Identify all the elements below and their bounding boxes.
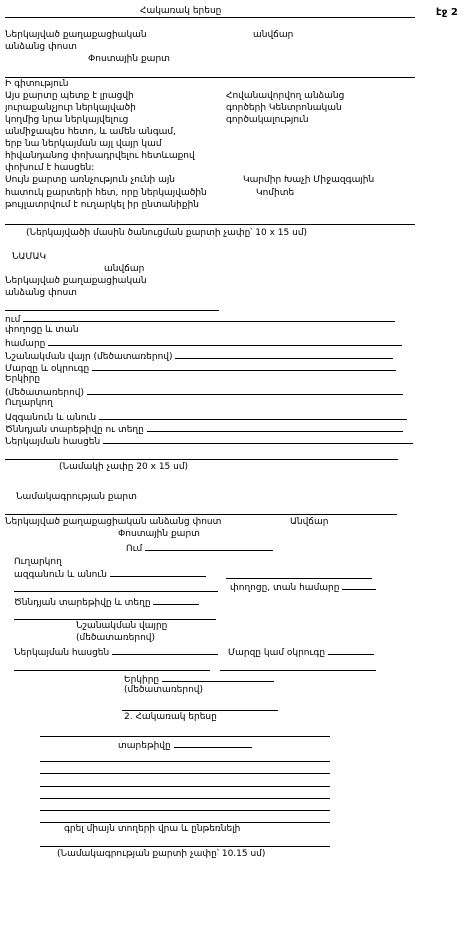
instruction-text: գրել միայն տողերի վրա և ընթեռնելի — [64, 824, 241, 834]
postcard-size-note: (Նամակագրության քարտի չափը՝ 10.15 սմ) — [57, 849, 266, 859]
rule — [220, 670, 376, 671]
rule — [122, 710, 278, 711]
page-number: էջ 2 — [436, 7, 458, 18]
field-destination: Նշանակման վայրը — [76, 621, 168, 631]
committee-label: Կարմիր Խաչի Միջազգային — [243, 175, 375, 185]
field-country: Երկիրը — [124, 673, 274, 685]
free-label: Անվճար — [290, 517, 329, 527]
back-side-label: 2. Հակառակ երեսը — [124, 712, 217, 722]
rule — [14, 670, 210, 671]
agency-line: գործակալություն — [226, 115, 309, 125]
field-name: Ազգանուն և անուն — [5, 411, 407, 423]
rule — [5, 459, 398, 460]
attention-line: փոխում է հասցեն: — [5, 163, 95, 173]
free-label: անվճար — [253, 30, 294, 40]
write-line — [40, 761, 330, 762]
rule — [5, 310, 219, 311]
back-side-title: Հակառակ երեսը — [140, 6, 222, 16]
write-line — [40, 822, 330, 823]
field-birth: Ծննդյան տարեթիվը և տեղը — [14, 596, 199, 608]
sender-label: Ներկայված քաղաքացիական անձանց փոստ — [5, 517, 222, 527]
field-region: Մարզը կամ օկրուգը — [228, 646, 374, 658]
rule — [5, 514, 397, 515]
rule — [14, 591, 218, 592]
agency-line: գործերի Կենտրոնական — [226, 103, 342, 113]
write-line — [40, 798, 330, 799]
field-region: Մարզը և օկրուգը — [5, 362, 396, 374]
field-to: Ում — [126, 542, 273, 554]
attention-line: երբ նա ներկայման այլ վայր կամ — [5, 139, 162, 149]
attention-line: կողմից նրա ներկայվելուց — [5, 115, 129, 125]
letter-heading: ՆԱՄԱԿ — [12, 252, 47, 262]
sender-label: Ներկայված քաղաքացիական — [5, 276, 147, 286]
rule — [14, 619, 216, 620]
field-birth: Ծննդյան տարեթիվը ու տեղը — [5, 423, 403, 435]
attention-heading: Ի գիտություն — [5, 79, 69, 89]
postcard-heading: Նամակագրության քարտ — [16, 492, 137, 502]
attention-line: հիվանդանոց փոխադրվելու հետևաքով — [5, 151, 195, 161]
field-name: ազգանուն և անուն — [14, 568, 206, 580]
write-line — [40, 773, 330, 774]
postcard-label: Փոստային քարտ — [88, 54, 170, 64]
rule — [40, 736, 330, 737]
write-line — [40, 846, 330, 847]
agency-line: Հովանավորվող անձանց — [226, 91, 345, 101]
field-sender: Ուղարկող — [14, 557, 62, 567]
field-sender: Ուղարկող — [5, 398, 53, 408]
field-address: Ներկայման հասցեն — [5, 435, 413, 447]
rule — [5, 17, 415, 18]
rule — [5, 224, 415, 225]
postcard-label: Փոստային քարտ — [118, 529, 200, 539]
field-destination: Նշանակման վայր (մեծատառերով) — [5, 350, 393, 362]
letter-size-note: (Նամակի չափը 20 x 15 սմ) — [59, 462, 189, 472]
attention-line: հատուկ քարտերի հետ, որը ներկայվածին — [5, 188, 207, 198]
field-caps: (մեծատառերով) — [124, 685, 203, 695]
notice-label: անձանց փոստ — [5, 42, 77, 52]
field-date: տարեթիվը — [118, 739, 252, 751]
field-house: համարը — [5, 337, 402, 349]
write-line — [40, 810, 330, 811]
rule — [5, 77, 415, 78]
field-caps: (մեծատառերով) — [5, 386, 403, 398]
attention-line: յուրաքանչյուր ներկայվածի — [5, 103, 136, 113]
attention-line: Այս քարտը պետք է լրացվի — [5, 91, 134, 101]
free-label: անվճար — [104, 264, 145, 274]
field-country: Երկիրը — [5, 374, 41, 384]
attention-line: անմիջապես հետո, և ամեն անգամ, — [5, 127, 176, 137]
attention-line: Սույն քարտը առնչություն չունի այն — [5, 175, 176, 185]
field-to: ում — [5, 313, 395, 325]
attention-line: թույլատրվում է ուղարկել իր ընտանիքին — [5, 200, 200, 210]
field-street: փողոցը, տան համարը — [230, 581, 376, 593]
committee-label: Կոմիտե — [256, 188, 295, 198]
field-street: փողոցը և տան — [5, 325, 79, 335]
field-caps: (մեծատառերով) — [76, 633, 155, 643]
sender-label: Ներկայված քաղաքացիական — [5, 30, 147, 40]
field-address: Ներկայման հասցեն — [14, 646, 218, 658]
write-line — [40, 786, 330, 787]
rule — [226, 578, 372, 579]
notice-size-note: (Ներկայվածի մասին ծանուցման քարտի չափը՝ 10 x 15 սմ) — [26, 228, 308, 238]
notice-label: անձանց փոստ — [5, 288, 77, 298]
